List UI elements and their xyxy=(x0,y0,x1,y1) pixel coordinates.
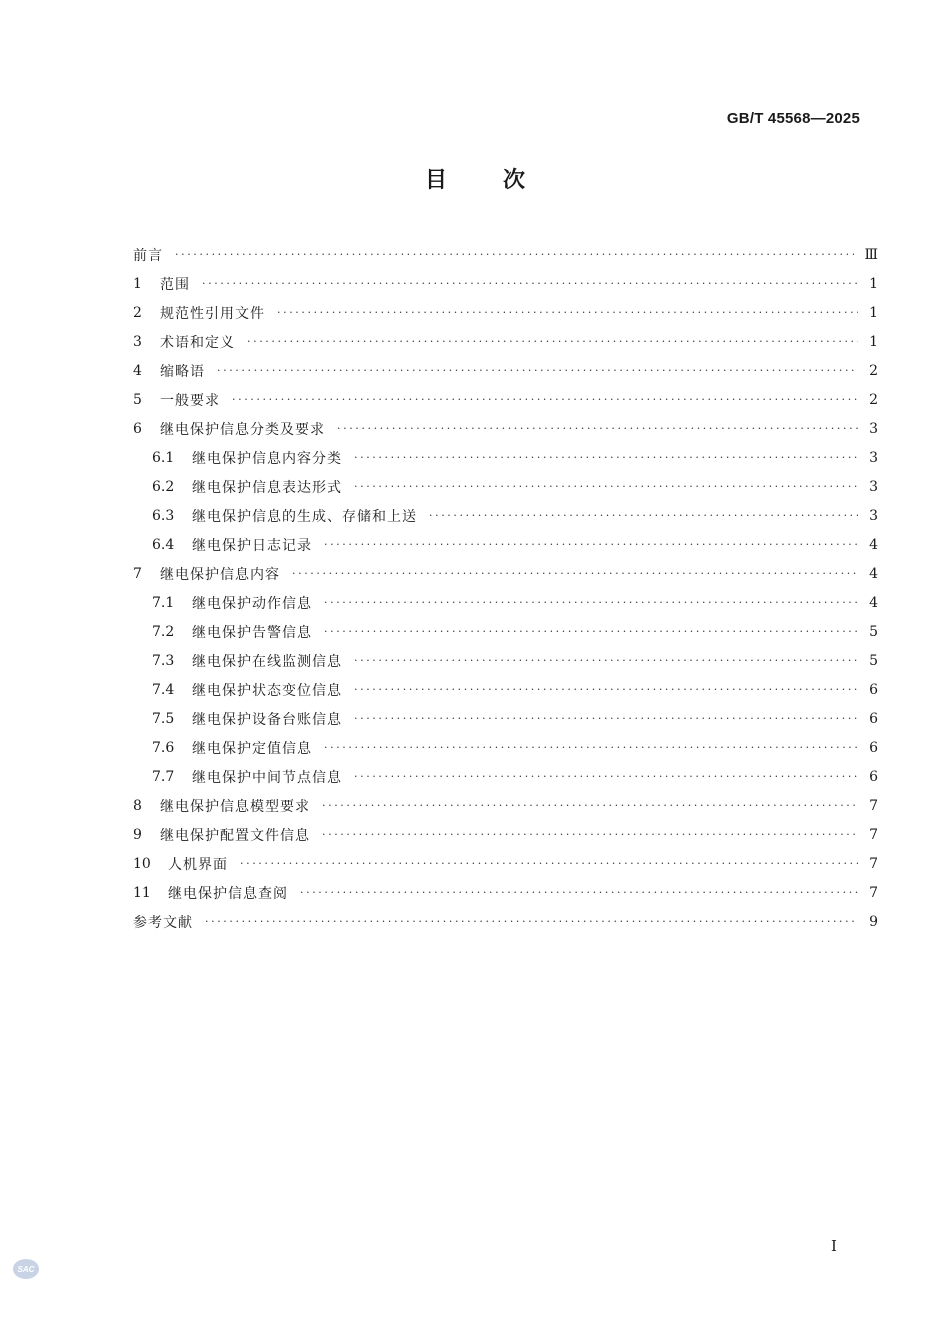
toc-leader-dots xyxy=(324,741,858,754)
toc-entry[interactable] xyxy=(133,820,878,849)
toc-entry-label: 继电保护设备台账信息 xyxy=(192,711,342,728)
toc-entry[interactable] xyxy=(133,327,878,356)
toc-leader-dots xyxy=(300,886,858,899)
toc-entry-number: 7 xyxy=(133,565,142,582)
toc-leader-dots xyxy=(354,683,858,696)
toc-entry-label: 继电保护在线监测信息 xyxy=(192,653,342,670)
toc-entry[interactable] xyxy=(133,356,878,385)
toc-entry[interactable] xyxy=(133,704,878,733)
toc-entry-page: 7 xyxy=(869,884,878,901)
toc-entry-number: 7.3 xyxy=(152,652,175,669)
toc-leader-dots xyxy=(322,799,858,812)
toc-entry-page: 6 xyxy=(869,710,878,727)
toc-entry[interactable] xyxy=(133,385,878,414)
toc-entry-label: 一般要求 xyxy=(160,392,220,409)
toc-entry-label: 继电保护告警信息 xyxy=(192,624,312,641)
toc-entry-label: 术语和定义 xyxy=(160,334,235,351)
toc-entry-label: 继电保护信息模型要求 xyxy=(160,798,310,815)
toc-entry-number: 7.5 xyxy=(152,710,175,727)
toc-entry-number: 7.6 xyxy=(152,739,175,756)
toc-entry-number: 4 xyxy=(133,362,142,379)
toc-entry-label: 继电保护动作信息 xyxy=(192,595,312,612)
table-of-contents xyxy=(133,240,878,936)
toc-leader-dots xyxy=(217,364,858,377)
toc-entry-page: 2 xyxy=(869,391,878,408)
toc-entry-page: 2 xyxy=(869,362,878,379)
toc-entry-page: 7 xyxy=(869,826,878,843)
toc-entry-page: 6 xyxy=(869,739,878,756)
toc-leader-dots xyxy=(354,770,858,783)
toc-entry-page: 7 xyxy=(869,797,878,814)
toc-entry-page: 3 xyxy=(869,478,878,495)
toc-entry-page: 4 xyxy=(869,594,878,611)
toc-leader-dots xyxy=(354,712,858,725)
toc-entry-number: 10 xyxy=(133,855,151,872)
toc-entry-number: 7.4 xyxy=(152,681,175,698)
page-number: Ⅰ xyxy=(831,1237,837,1255)
toc-leader-dots xyxy=(322,828,858,841)
toc-entry-page: 1 xyxy=(869,333,878,350)
toc-entry-label: 继电保护日志记录 xyxy=(192,537,312,554)
toc-entry-page: Ⅲ xyxy=(864,246,878,263)
toc-entry-number: 6.3 xyxy=(152,507,175,524)
toc-entry-label: 人机界面 xyxy=(168,856,228,873)
toc-entry[interactable] xyxy=(133,472,878,501)
toc-entry-page: 4 xyxy=(869,565,878,582)
toc-leader-dots xyxy=(324,596,858,609)
toc-entry[interactable] xyxy=(133,414,878,443)
toc-entry-number: 6.2 xyxy=(152,478,175,495)
toc-entry-page: 3 xyxy=(869,420,878,437)
toc-entry[interactable] xyxy=(133,849,878,878)
toc-entry-label: 参考文献 xyxy=(133,914,193,931)
toc-entry-page: 3 xyxy=(869,449,878,466)
toc-leader-dots xyxy=(232,393,858,406)
toc-entry-label: 继电保护定值信息 xyxy=(192,740,312,757)
toc-entry[interactable] xyxy=(133,907,878,936)
toc-leader-dots xyxy=(277,306,858,319)
toc-entry-page: 1 xyxy=(869,275,878,292)
toc-entry[interactable] xyxy=(133,269,878,298)
toc-entry-number: 8 xyxy=(133,797,142,814)
toc-entry-label: 缩略语 xyxy=(160,363,205,380)
toc-entry-label: 继电保护信息内容分类 xyxy=(192,450,342,467)
toc-entry-label: 继电保护信息表达形式 xyxy=(192,479,342,496)
toc-entry[interactable] xyxy=(133,443,878,472)
toc-entry-label: 前言 xyxy=(133,247,163,264)
toc-entry-label: 继电保护信息分类及要求 xyxy=(160,421,325,438)
toc-leader-dots xyxy=(324,625,858,638)
standard-code: GB/T 45568—2025 xyxy=(726,110,860,127)
watermark-text: SAC xyxy=(17,1265,35,1274)
toc-entry-number: 5 xyxy=(133,391,142,408)
toc-entry-number: 6 xyxy=(133,420,142,437)
toc-entry-page: 6 xyxy=(869,768,878,785)
toc-entry-page: 3 xyxy=(869,507,878,524)
toc-entry[interactable] xyxy=(133,791,878,820)
toc-entry-label: 继电保护信息内容 xyxy=(160,566,280,583)
toc-entry-number: 6.4 xyxy=(152,536,175,553)
toc-leader-dots xyxy=(354,480,858,493)
toc-leader-dots xyxy=(202,277,858,290)
toc-entry-label: 继电保护信息的生成、存储和上送 xyxy=(192,508,417,525)
toc-entry[interactable] xyxy=(133,559,878,588)
toc-leader-dots xyxy=(337,422,858,435)
toc-entry-label: 规范性引用文件 xyxy=(160,305,265,322)
toc-entry-label: 继电保护配置文件信息 xyxy=(160,827,310,844)
toc-entry[interactable] xyxy=(133,240,878,269)
toc-leader-dots xyxy=(292,567,858,580)
toc-entry-page: 4 xyxy=(869,536,878,553)
toc-entry-page: 1 xyxy=(869,304,878,321)
toc-entry[interactable] xyxy=(133,617,878,646)
toc-entry[interactable] xyxy=(133,675,878,704)
toc-entry[interactable] xyxy=(133,733,878,762)
toc-entry[interactable] xyxy=(133,501,878,530)
toc-leader-dots xyxy=(175,248,854,261)
toc-entry[interactable] xyxy=(133,530,878,559)
toc-entry[interactable] xyxy=(133,298,878,327)
toc-entry-number: 1 xyxy=(133,275,142,292)
toc-entry-number: 2 xyxy=(133,304,142,321)
toc-entry[interactable] xyxy=(133,588,878,617)
toc-entry-label: 继电保护状态变位信息 xyxy=(192,682,342,699)
toc-entry[interactable] xyxy=(133,762,878,791)
toc-leader-dots xyxy=(240,857,858,870)
toc-entry-page: 9 xyxy=(869,913,878,930)
toc-entry-page: 6 xyxy=(869,681,878,698)
toc-entry-label: 范围 xyxy=(160,276,190,293)
toc-entry-number: 3 xyxy=(133,333,142,350)
sac-logo-icon xyxy=(12,1258,40,1280)
toc-leader-dots xyxy=(429,509,858,522)
toc-title: 目次 xyxy=(424,168,581,193)
toc-entry-number: 11 xyxy=(133,884,151,901)
toc-entry-number: 6.1 xyxy=(152,449,175,466)
toc-entry-number: 7.2 xyxy=(152,623,175,640)
toc-leader-dots xyxy=(354,654,858,667)
toc-leader-dots xyxy=(247,335,858,348)
toc-leader-dots xyxy=(324,538,858,551)
toc-entry[interactable] xyxy=(133,646,878,675)
toc-entry-label: 继电保护信息查阅 xyxy=(168,885,288,902)
toc-leader-dots xyxy=(354,451,858,464)
toc-entry-page: 5 xyxy=(869,623,878,640)
toc-entry-number: 7.1 xyxy=(152,594,175,611)
toc-leader-dots xyxy=(205,915,858,928)
toc-entry-number: 7.7 xyxy=(152,768,175,785)
toc-entry-page: 5 xyxy=(869,652,878,669)
toc-entry[interactable] xyxy=(133,878,878,907)
toc-entry-number: 9 xyxy=(133,826,142,843)
toc-entry-page: 7 xyxy=(869,855,878,872)
toc-entry-label: 继电保护中间节点信息 xyxy=(192,769,342,786)
